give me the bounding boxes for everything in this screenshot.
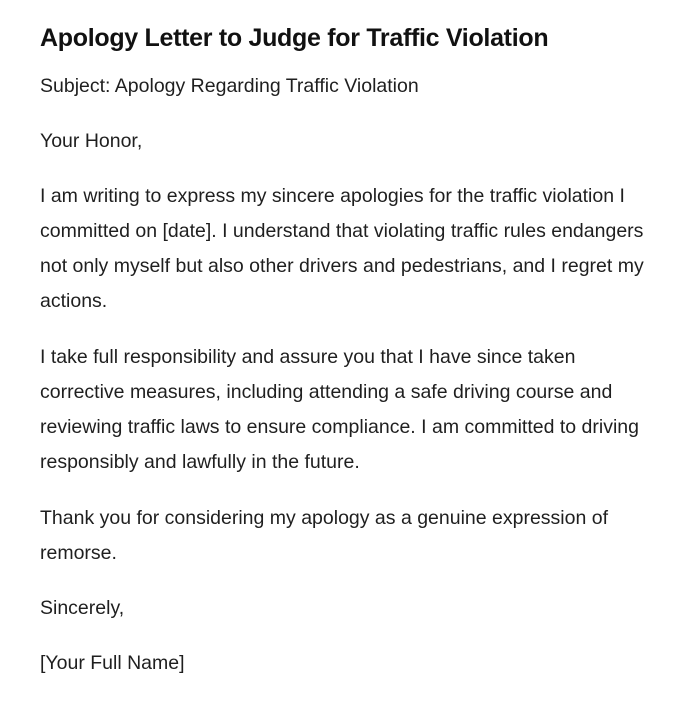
letter-paragraph-2: I take full responsibility and assure you that I have since taken corrective measures, including attending a safe driving course and reviewing traffic laws to ensure compliance. I am committed to driving responsibly and lawfully in the future. bbox=[40, 346, 639, 473]
letter-title: Apology Letter to Judge for Traffic Violation bbox=[40, 24, 549, 52]
letter-paragraph-1: I am writing to express my sincere apologies for the traffic violation I committed on [date]. I understand that violating traffic rules endangers not only myself but also other drivers and pedestrians, and I regret my actions. bbox=[40, 185, 644, 312]
letter-paragraph-3: Thank you for considering my apology as a genuine expression of remorse. bbox=[40, 507, 609, 564]
letter-subject: Subject: Apology Regarding Traffic Violation bbox=[40, 75, 419, 97]
letter-signature: [Your Full Name] bbox=[40, 652, 185, 674]
letter-salutation: Your Honor, bbox=[40, 130, 143, 152]
letter-closing: Sincerely, bbox=[40, 597, 125, 619]
